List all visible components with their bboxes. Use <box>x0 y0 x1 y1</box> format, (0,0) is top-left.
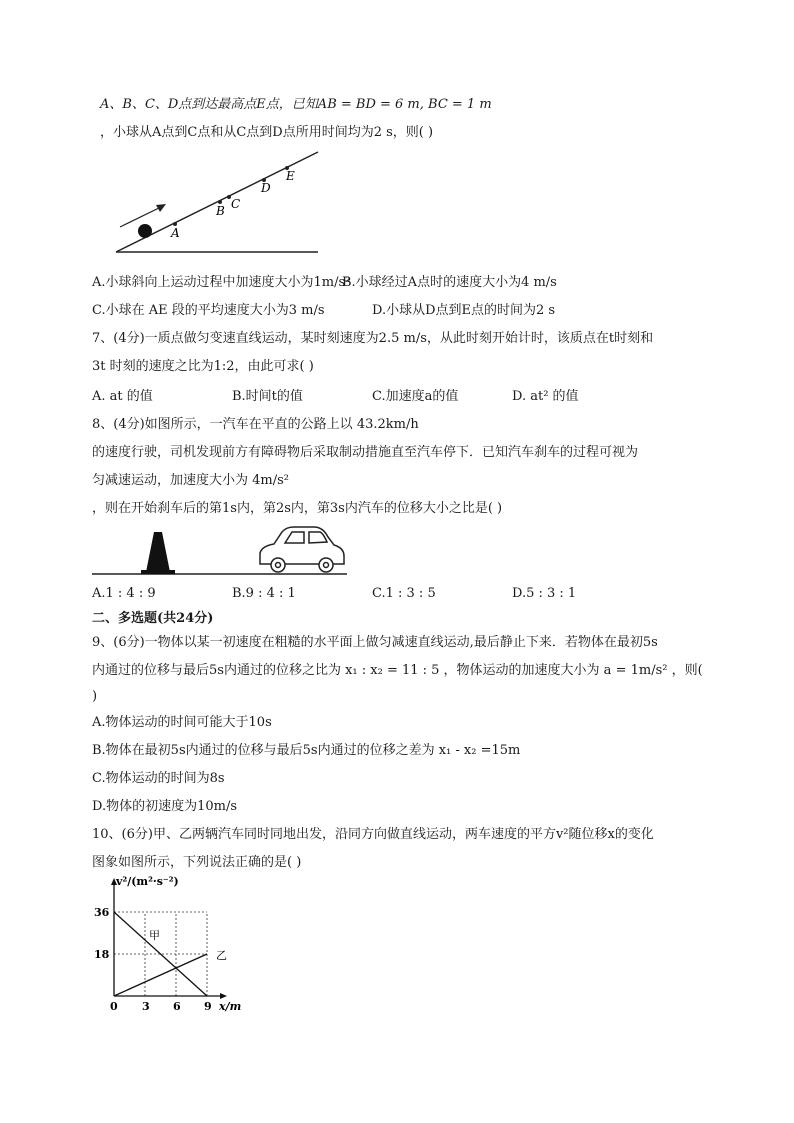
q8-line2: 的速度行驶，司机发现前方有障碍物后采取制动措施直至汽车停下．已知汽车刹车的过程可视为 <box>92 445 639 460</box>
traffic-cone <box>146 532 170 572</box>
q6-line2: ，小球从A点到C点和从C点到D点所用时间均为2 s，则( ) <box>100 125 434 140</box>
chart-labels <box>94 875 241 1013</box>
ball <box>138 224 152 238</box>
q10-line1: 10、(6分)甲、乙两辆汽车同时同地出发，沿同方向做直线运动，两车速度的平方v²随位移x的变化 <box>92 827 654 842</box>
q7-line2: 3t 时刻的速度之比为1:2，由此可求( ) <box>92 359 314 374</box>
label-e: E <box>286 169 295 183</box>
series-label-jia: 甲 <box>149 929 160 942</box>
label-a: A <box>171 226 180 240</box>
q9-line1: 9、(6分)一物体以某一初速度在粗糙的水平面上做匀减速直线运动,最后静止下来．若物体在最初5s <box>92 635 658 650</box>
series-line-1 <box>114 954 207 996</box>
q8-option-c[interactable]: C.1 : 3 : 5 <box>372 586 436 601</box>
x-tick-label-0: 0 <box>110 1000 118 1013</box>
q9-option-c[interactable]: C.物体运动的时间为8s <box>92 771 225 786</box>
motion-arrow-head <box>156 204 166 212</box>
q9-option-a[interactable]: A.物体运动的时间可能大于10s <box>92 715 272 730</box>
q8-line1: 8、(4分)如图所示，一汽车在平直的公路上以 43.2km/h <box>92 417 419 432</box>
y-axis-label: v²/(m²·s⁻²) <box>116 875 179 888</box>
q9-line2: 内通过的位移与最后5s内通过的位移之比为 x₁ : x₂ = 11 : 5 ，物体运动的加速度大小为 a = 1m/s² ，则( <box>92 663 703 678</box>
x-tick-label-6: 6 <box>173 1000 181 1013</box>
q10-line2: 图象如图所示，下列说法正确的是( ) <box>92 855 302 870</box>
q9-option-b[interactable]: B.物体在最初5s内通过的位移与最后5s内通过的位移之差为 x₁ - x₂ =15m <box>92 743 521 758</box>
q7-option-d[interactable]: D. at² 的值 <box>512 389 579 404</box>
series-label-yi: 乙 <box>216 949 227 962</box>
section-title: 二、多选题(共24分) <box>92 611 214 626</box>
q7-line1: 7、(4分)一质点做匀变速直线运动，某时刻速度为2.5 m/s，从此时刻开始计时，该质点在t时刻和 <box>92 331 654 346</box>
q6-incline-figure <box>108 145 333 260</box>
q8-road-figure <box>92 523 352 578</box>
q7-option-c[interactable]: C.加速度a的值 <box>372 389 459 404</box>
q6-option-b[interactable]: B.小球经过A点时的速度大小为4 m/s <box>342 275 557 290</box>
q8-option-d[interactable]: D.5 : 3 : 1 <box>512 586 577 601</box>
label-b: B <box>216 204 225 218</box>
q8-line3: 匀减速运动，加速度大小为 4m/s² <box>92 473 289 488</box>
chart-axes <box>111 878 227 999</box>
x-axis-arrow <box>220 993 227 999</box>
y-tick-label-18: 18 <box>94 948 110 961</box>
car-icon <box>260 527 344 572</box>
q9-option-d[interactable]: D.物体的初速度为10m/s <box>92 799 238 814</box>
label-c: C <box>231 197 241 211</box>
q7-option-b[interactable]: B.时间t的值 <box>232 389 303 404</box>
q6-option-c[interactable]: C.小球在 AE 段的平均速度大小为3 m/s <box>92 303 325 318</box>
q8-option-a[interactable]: A.1 : 4 : 9 <box>92 586 156 601</box>
q6-option-d[interactable]: D.小球从D点到E点的时间为2 s <box>372 303 556 318</box>
v2-x-chart <box>92 872 272 1022</box>
x-axis-label: x/m <box>219 1000 242 1013</box>
label-d: D <box>261 181 271 195</box>
motion-arrow-shaft <box>120 206 163 227</box>
x-tick-label-9: 9 <box>204 1000 212 1013</box>
y-tick-label-36: 36 <box>94 906 110 919</box>
q6-option-a[interactable]: A.小球斜向上运动过程中加速度大小为1m/s² <box>92 275 351 290</box>
q8-option-b[interactable]: B.9 : 4 : 1 <box>232 586 296 601</box>
q8-line4: ，则在开始刹车后的第1s内，第2s内，第3s内汽车的位移大小之比是( ) <box>92 501 503 516</box>
q6-line1: A、B、C、D点到达最高点E点，已知AB = BD = 6 m, BC = 1 m <box>100 97 492 112</box>
x-tick-label-3: 3 <box>142 1000 150 1013</box>
q7-option-a[interactable]: A. at 的值 <box>92 389 153 404</box>
q9-line3: ) <box>92 689 98 704</box>
